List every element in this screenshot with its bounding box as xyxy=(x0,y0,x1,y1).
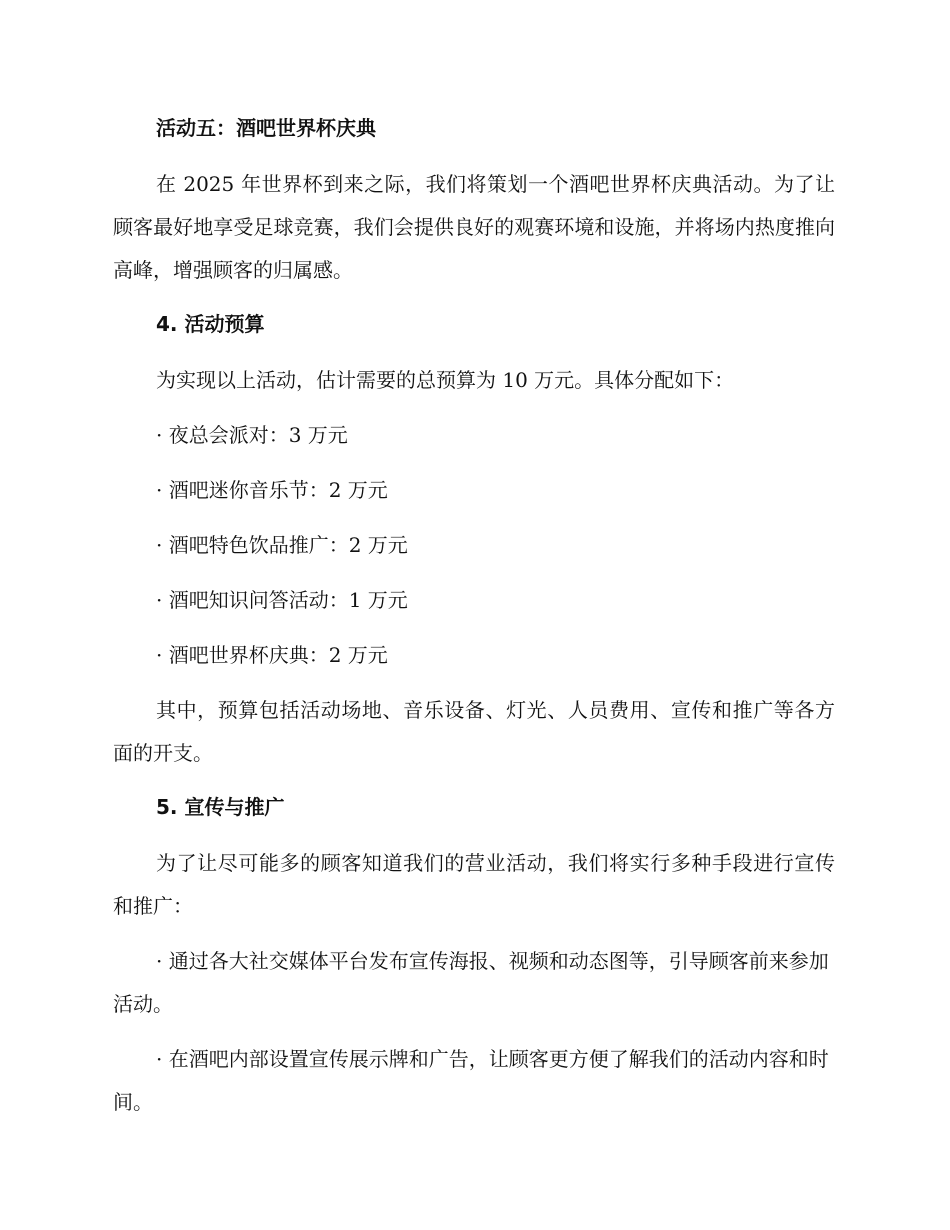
promotion-item-social-media: · 通过各大社交媒体平台发布宣传海报、视频和动态图等，引导顾客前来参加活动。 xyxy=(113,949,829,1016)
budget-item-mini-music-festival: · 酒吧迷你音乐节：2 万元 xyxy=(156,478,388,502)
budget-item-signature-drinks: · 酒吧特色饮品推广：2 万元 xyxy=(156,533,408,557)
promotion-item-in-bar-signage: · 在酒吧内部设置宣传展示牌和广告，让顾客更方便了解我们的活动内容和时间。 xyxy=(113,1047,829,1114)
activity5-heading: 活动五：酒吧世界杯庆典 xyxy=(156,116,376,140)
promotion-intro: 为了让尽可能多的顾客知道我们的营业活动，我们将实行多种手段进行宣传和推广： xyxy=(113,851,835,918)
budget-heading: 4. 活动预算 xyxy=(156,312,265,336)
budget-item-nightclub-party: · 夜总会派对：3 万元 xyxy=(156,423,348,447)
budget-intro: 为实现以上活动，估计需要的总预算为 10 万元。具体分配如下： xyxy=(156,368,735,392)
activity5-paragraph: 在 2025 年世界杯到来之际，我们将策划一个酒吧世界杯庆典活动。为了让顾客最好地享受足球竞赛，我们会提供良好的观赛环境和设施，并将场内热度推向高峰，增强顾客的归属感。 xyxy=(113,172,835,282)
budget-item-trivia: · 酒吧知识问答活动：1 万元 xyxy=(156,588,408,612)
budget-item-world-cup: · 酒吧世界杯庆典：2 万元 xyxy=(156,643,388,667)
document-body xyxy=(113,108,835,1136)
budget-note: 其中，预算包括活动场地、音乐设备、灯光、人员费用、宣传和推广等各方面的开支。 xyxy=(113,698,835,765)
promotion-heading: 5. 宣传与推广 xyxy=(156,795,285,819)
